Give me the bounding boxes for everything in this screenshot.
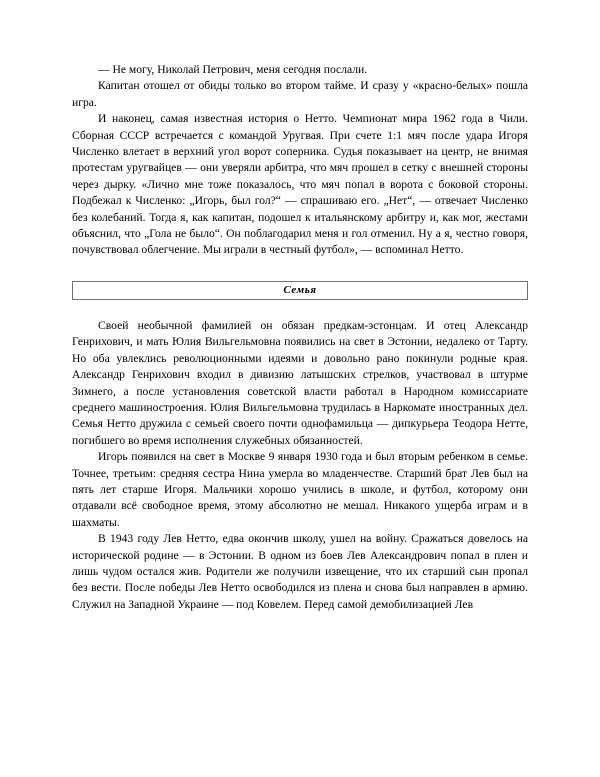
paragraph: Капитан отошел от обиды только во втором тайме. И сразу у «красно-белых» пошла игра. xyxy=(72,79,528,109)
paragraph: Игорь появился на свет в Москве 9 января 1930 года и был вторым ребенком в семье. Точнее, третьим: средняя сестра Нина умерла во младенчестве. Старший брат Лев был на пять лет старше Игоря. Мальчики хорошо учились в школе, и футбол, которому они отдавали всё свободное время, этому абсолютно не мешал. Никакого ущерба играм и в шахматы. xyxy=(72,450,528,529)
body-text-top xyxy=(72,62,528,259)
section-heading: Семья xyxy=(72,281,528,300)
paragraph: В 1943 году Лев Нетто, едва окончив школу, ушел на войну. Сражаться довелось на исторической родине — в Эстонии. В одном из боев Лев Александрович попал в плен и лишь чудом остался жив. Родители же получили извещение, что их старший сын пропал без вести. После победы Лев Нетто освободился из плена и снова был направлен в армию. Служил на Западной Украине — под Ковелем. Перед самой демобилизацией Лев xyxy=(72,532,528,611)
paragraph: И наконец, самая известная история о Нетто. Чемпионат мира 1962 года в Чили. Сборная СССР встречается с командой Уругвая. При счете 1:1 мяч после удара Игоря Численко влетает в верхний угол ворот соперника. Судья показывает на центр, не внимая протестам уругвайцев — они уверяли арбитра, что мяч прошел в сетку с внешней стороны через дырку. «Лично мне тоже показалось, что мяч попал в ворота с боковой стороны. Подбежал к Численко: „Игорь, был гол?“ — спрашиваю его. „Нет“, — отвечает Численко без колебаний. Тогда я, как капитан, подошел к итальянскому арбитру и, как мог, жестами объяснил, что „Гола не было“. Он поблагодарил меня и гол отменил. Ну а я, честно говоря, почувствовал облегчение. Мы играли в честный футбол», — вспоминал Нетто. xyxy=(72,112,528,257)
paragraph: — Не могу, Николай Петрович, меня сегодня послали. xyxy=(98,63,368,76)
body-text-bottom xyxy=(72,318,528,613)
paragraph: Своей необычной фамилией он обязан предкам-эстонцам. И отец Александр Генрихович, и мать Юлия Вильгельмовна появились на свет в Эстонии, недалеко от Тарту. Но оба увлеклись революционными идеями и довольно рано покинули родные края. Александр Генрихович входил в дивизию латышских стрелков, участвовал в штурме Зимнего, а после установления советской власти работал в Народном комиссариате среднего машиностроения. Юлия Вильгельмовна трудилась в Наркомате иностранных дел. Семья Нетто дружила с семьей своего почти однофамильца — дипкурьера Теодора Нетте, погибшего во время исполнения служебных обязанностей. xyxy=(72,318,528,447)
